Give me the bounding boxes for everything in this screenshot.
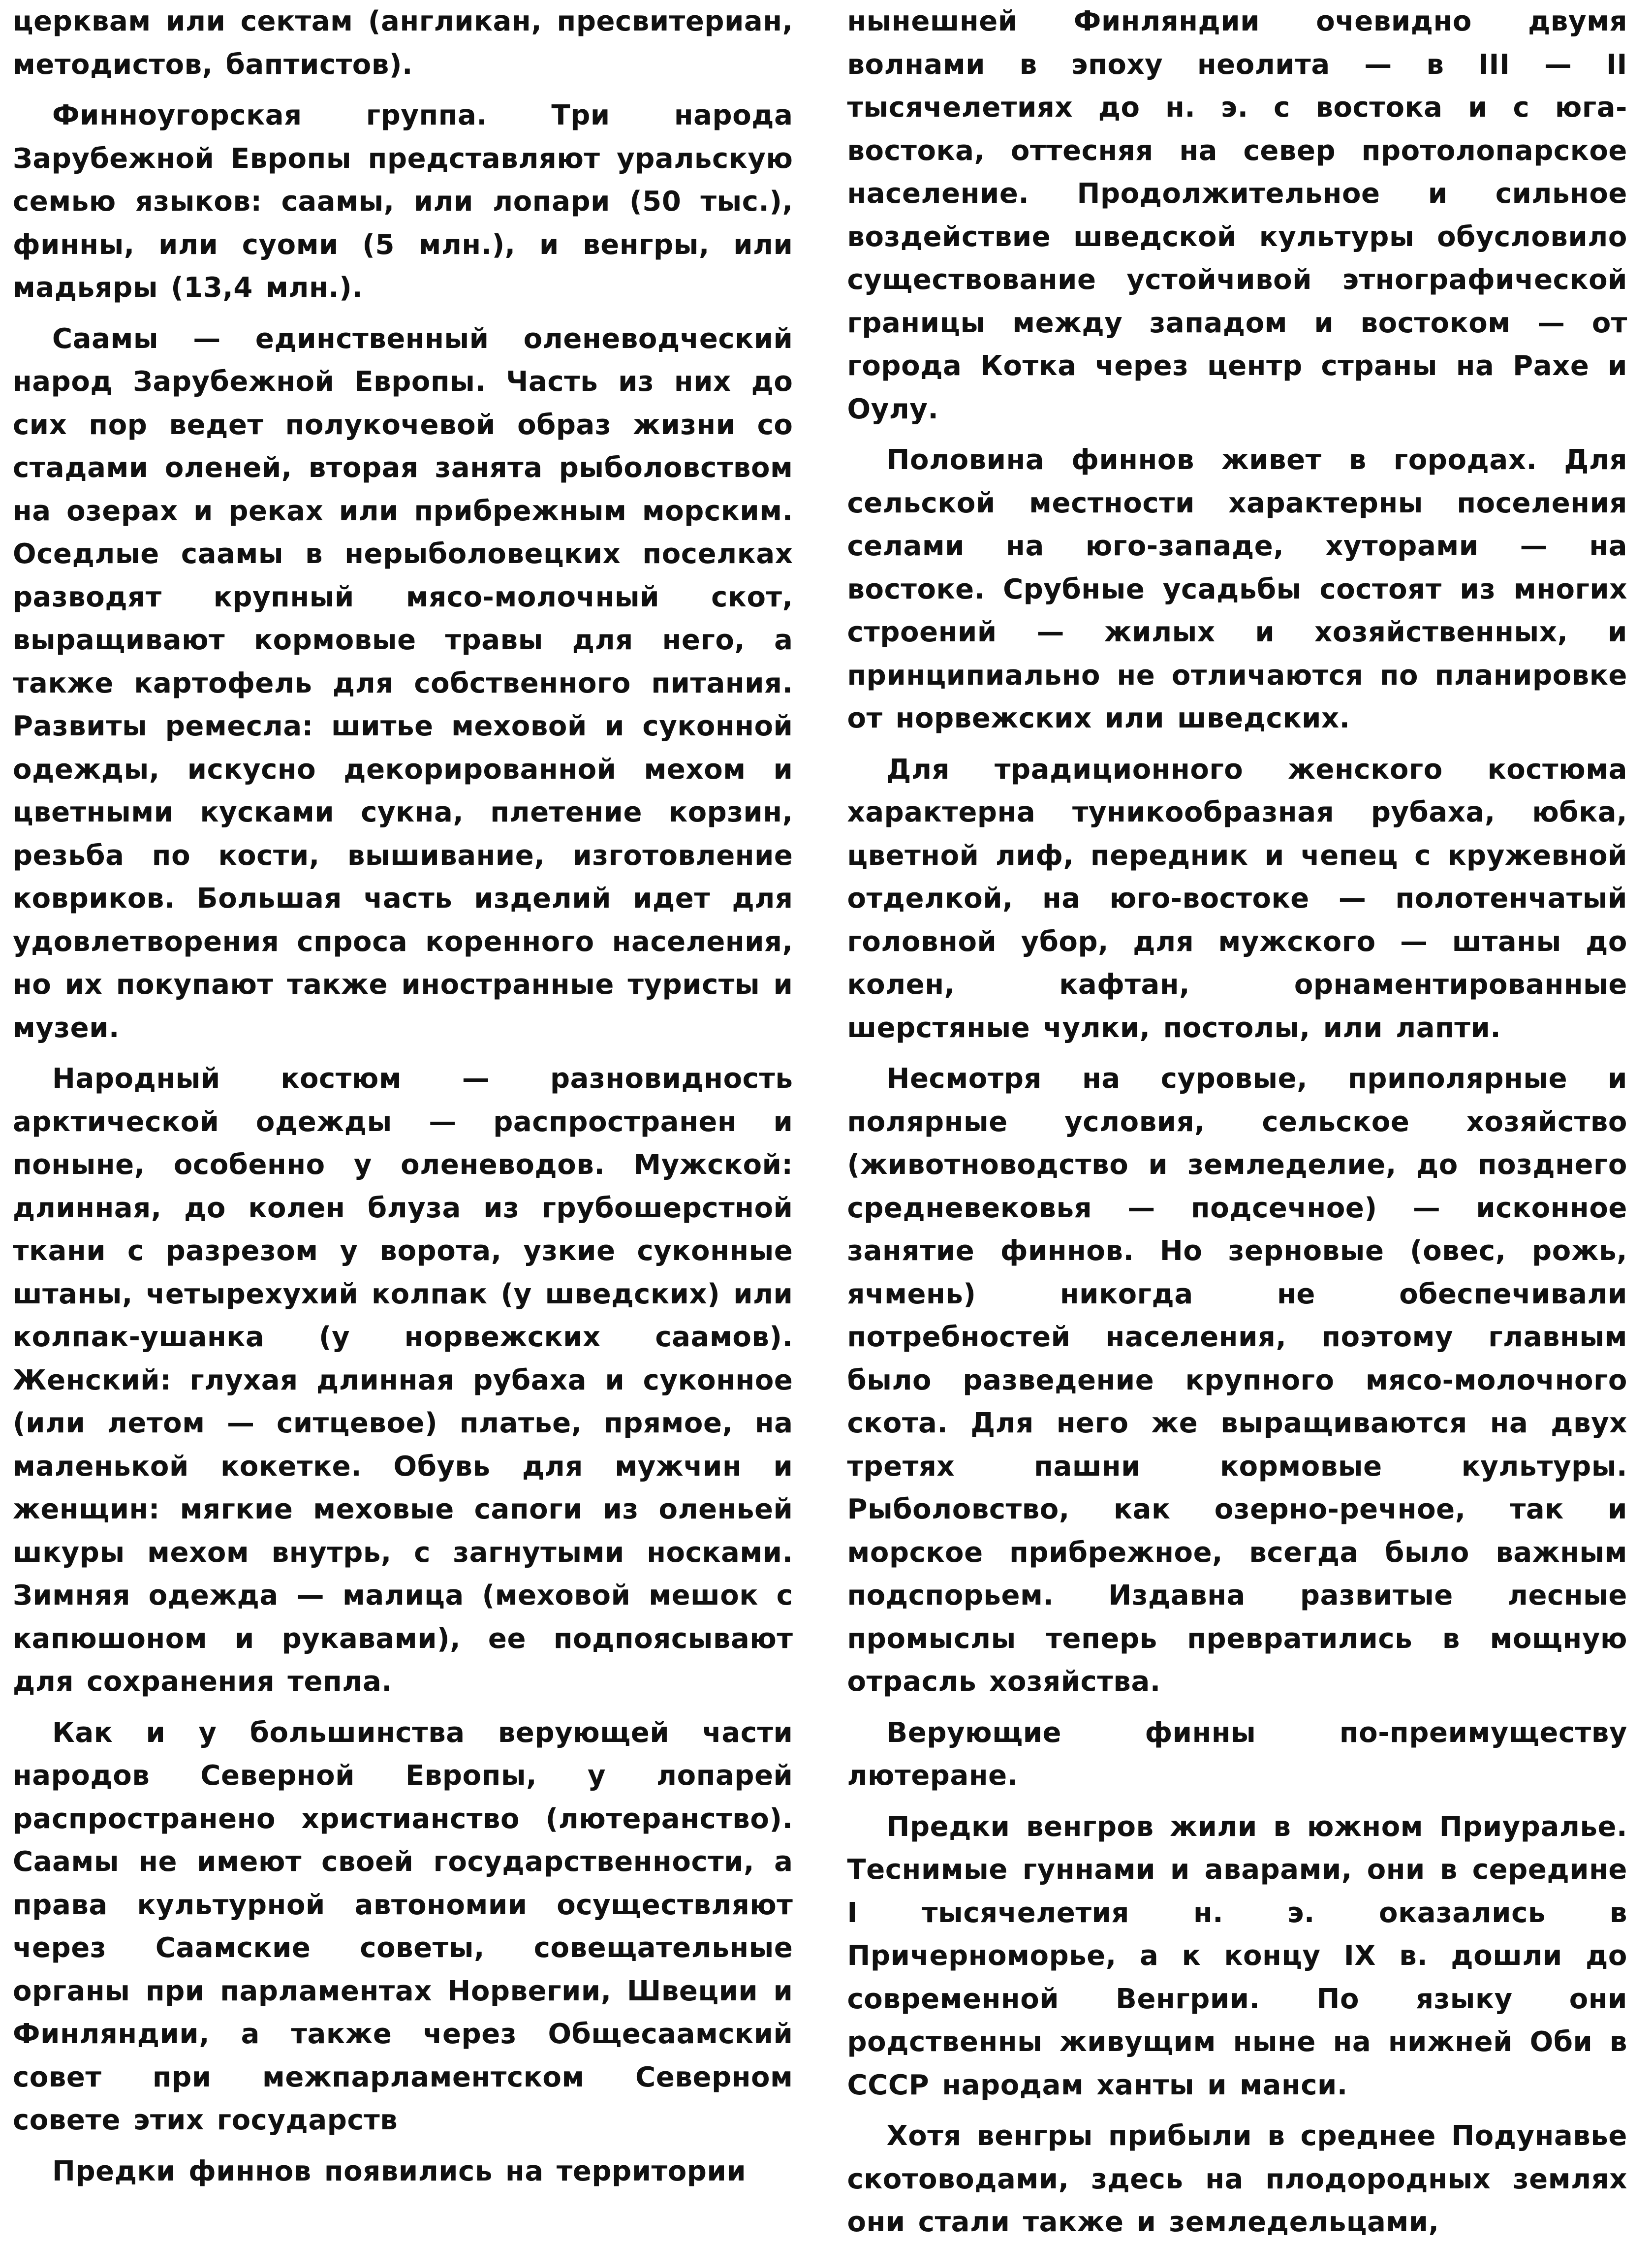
right-column: [847, 0, 1628, 2238]
paragraph-agriculture: Несмотря на суровые, приполярные и полярные условия, сельское хозяйство (животноводство и земледелие, до позднего средневековья — подсечное) — исконное занятие финнов. Но зерновые (овес, рожь, ячмень) никогда не обеспечивали потребностей населения, поэтому главным было разведение крупного мясо-молочного скота. Для него же выращиваются на двух третях пашни кормовые культуры. Рыболовство, как озерно-речное, так и морское прибрежное, всегда было важным подспорьем. Издавна развитые лесные промыслы теперь превратились в мощную отрасль хозяйства.: [847, 1063, 1627, 1698]
paragraph-folk-costume: Народный костюм — разновидность арктической одежды — распространен и поныне, особенно у оленеводов. Мужской: длинная, до колен блуза из грубошерстной ткани с разрезом у ворота, узкие суконные штаны, четырехухий колпак (у шведских) или колпак-ушанка (у норвежских саамов). Женский: глухая длинная рубаха и суконное (или летом — ситцевое) платье, прямое, на маленькой кокетке. Обувь для мужчин и женщин: мягкие меховые сапоги из оленьей шкуры мехом внутрь, с загнутыми носками. Зимняя одежда — малица (меховой мешок с капюшоном и рукавами), ее подпоясывают для сохранения тепла.: [13, 1063, 793, 1698]
paragraph-continuation: церквам или сектам (англикан, пресвитериан, методистов, баптистов).: [13, 5, 793, 81]
paragraph-hungarians-ancestors: Предки венгров жили в южном Приуралье. Теснимые гуннами и аварами, они в середине I тысячелетия н. э. оказались в Причерноморье, а к концу IX в. дошли до современной Венгрии. По языку они родственны живущим ныне на нижней Оби в СССР народам ханты и манси.: [847, 1810, 1627, 2101]
paragraph-finland-history: нынешней Финляндии очевидно двумя волнами в эпоху неолита — в III — II тысячелетиях до н. э. с востока и с юга-востока, оттесняя на север протолопарское население. Продолжительное и сильное воздействие шведской культуры обусловило существование устойчивой этнографической границы между западом и востоком — от города Котка через центр страны на Рахе и Оулу.: [847, 5, 1627, 425]
paragraph-settlements: Половина финнов живет в городах. Для сельской местности характерны поселения селами на юго-западе, хуторами — на востоке. Срубные усадьбы состоят из многих строений — жилых и хозяйственных, и принципиально не отличаются по планировке от норвежских или шведских.: [847, 444, 1627, 734]
paragraph-hungarians-agriculture: Хотя венгры прибыли в среднее Подунавье скотоводами, здесь на плодородных землях они стали также и земледельцами,: [847, 2120, 1627, 2238]
paragraph-religion-finns: Верующие финны по-преимуществу лютеране.: [847, 1716, 1627, 1792]
paragraph-finno-ugric-group: [13, 94, 793, 310]
section-heading: Финноугорская группа.: [52, 99, 488, 131]
paragraph-text: Три народа Зарубежной Европы представляют уральскую семью языков: саамы, или лопари (50 тыс.), финны, или суоми (5 млн.), и венгры, или мадьяры (13,4 млн.).: [13, 99, 793, 304]
paragraph-religion: Как и у большинства верующей части народов Северной Европы, у лопарей распространено христианство (лютеранство). Саамы не имеют своей государственности, а права культурной автономии осуществляют через Саамские советы, совещательные органы при парламентах Норвегии, Швеции и Финляндии, а также через Общесаамский совет при межпарламентском Северном совете этих государств: [13, 1716, 793, 2136]
left-column: [13, 0, 793, 2187]
paragraph-finns-ancestors: Предки финнов появились на территории: [52, 2155, 747, 2187]
paragraph-costume: Для традиционного женского костюма характерна туникообразная рубаха, юбка, цветной лиф, передник и чепец с кружевной отделкой, на юго-востоке — полотенчатый головной убор, для мужского — штаны до колен, кафтан, орнаментированные шерстяные чулки, постолы, или лапти.: [847, 753, 1627, 1044]
paragraph-saami: Саамы — единственный оленеводческий народ Зарубежной Европы. Часть из них до сих пор ведет полукочевой образ жизни со стадами оленей, вторая занята рыболовством на озерах и реках или прибрежным морским. Оседлые саамы в нерыболовецких поселках разводят крупный мясо-молочный скот, выращивают кормовые травы для него, а также картофель для собственного питания. Развиты ремесла: шитье меховой и суконной одежды, искусно декорированной мехом и цветными кусками сукна, плетение корзин, резьба по кости, вышивание, изготовление ковриков. Большая часть изделий идет для удовлетворения спроса коренного населения, но их покупают также иностранные туристы и музеи.: [13, 322, 793, 1044]
